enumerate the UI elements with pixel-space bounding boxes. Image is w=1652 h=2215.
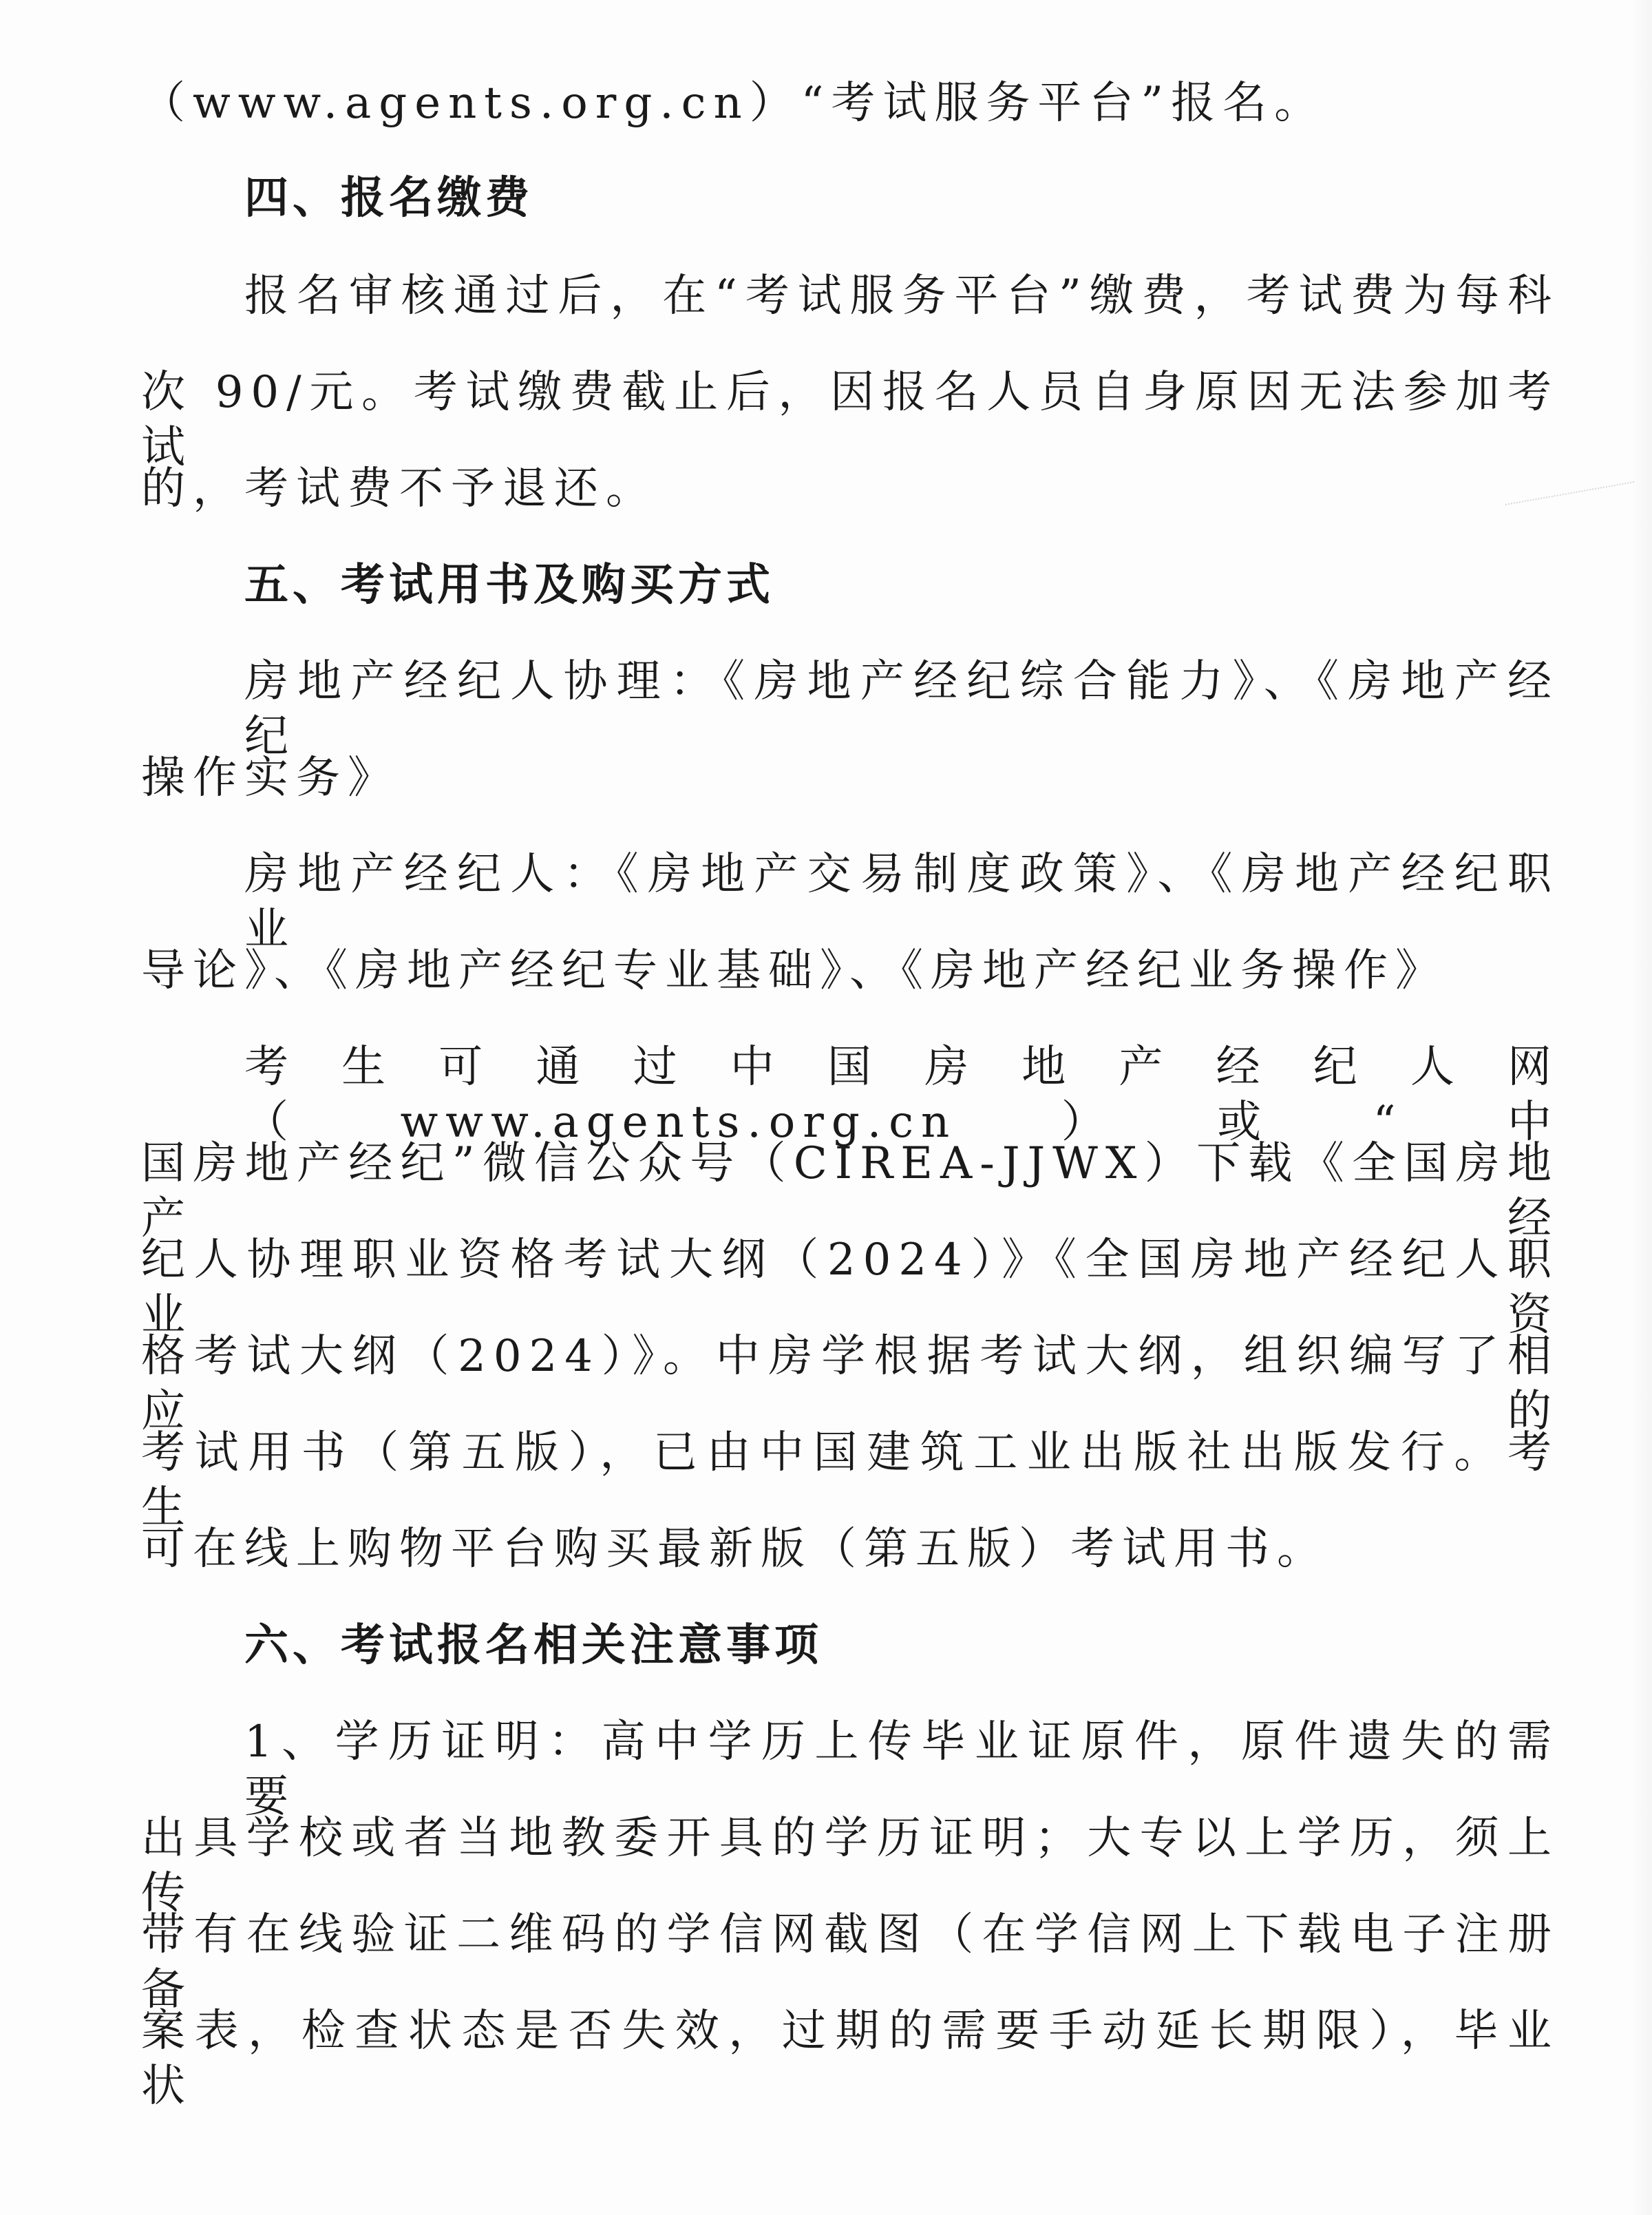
paragraph-line: 可在线上购物平台购买最新版（第五版）考试用书。 (141, 1524, 1328, 1575)
paragraph-line: 考试用书（第五版），已由中国建筑工业出版社出版发行。考生 (141, 1427, 1559, 1533)
paragraph-line: 房地产经纪人协理：《房地产经纪综合能力》、《房地产经纪 (244, 656, 1559, 762)
paragraph-line: 1、学历证明：高中学历上传毕业证原件，原件遗失的需要 (244, 1717, 1559, 1823)
paragraph-line: （www.agents.org.cn）“考试服务平台”报名。 (141, 78, 1326, 129)
paragraph-line: 房地产经纪人：《房地产交易制度政策》、《房地产经纪职业 (244, 849, 1559, 955)
paragraph-line: 的，考试费不予退还。 (141, 463, 657, 514)
paragraph-line: 格考试大纲（2024）》。中房学根据考试大纲，组织编写了相应的 (141, 1331, 1559, 1437)
paragraph-line: 纪人协理职业资格考试大纲（2024）》《全国房地产经纪人职业资 (141, 1235, 1559, 1341)
paragraph-line: 次 90/元。考试缴费截止后，因报名人员自身原因无法参加考试 (141, 367, 1559, 473)
paragraph-line: 出具学校或者当地教委开具的学历证明；大专以上学历，须上传 (141, 1813, 1559, 1919)
paragraph-line: 案表，检查状态是否失效，过期的需要手动延长期限），毕业状 (141, 2006, 1559, 2112)
paragraph-line: 考生可通过中国房地产经纪人网（www.agents.org.cn）或“中 (244, 1042, 1559, 1148)
paragraph-line: 带有在线验证二维码的学信网截图（在学信网上下载电子注册备 (141, 1909, 1559, 2015)
paragraph-line: 导论》、《房地产经纪专业基础》、《房地产经纪业务操作》 (141, 945, 1447, 996)
section-heading-payment: 四、报名缴费 (244, 173, 533, 224)
paragraph-line: 操作实务》 (141, 753, 399, 804)
scan-edge-shadow (1631, 0, 1652, 2215)
section-heading-books: 五、考试用书及购买方式 (244, 560, 774, 611)
paragraph-line: 国房地产经纪”微信公众号（CIREA-JJWX）下载《全国房地产经 (141, 1138, 1559, 1244)
section-heading-notes: 六、考试报名相关注意事项 (244, 1620, 823, 1671)
paragraph-line: 报名审核通过后，在“考试服务平台”缴费，考试费为每科 (244, 271, 1559, 322)
